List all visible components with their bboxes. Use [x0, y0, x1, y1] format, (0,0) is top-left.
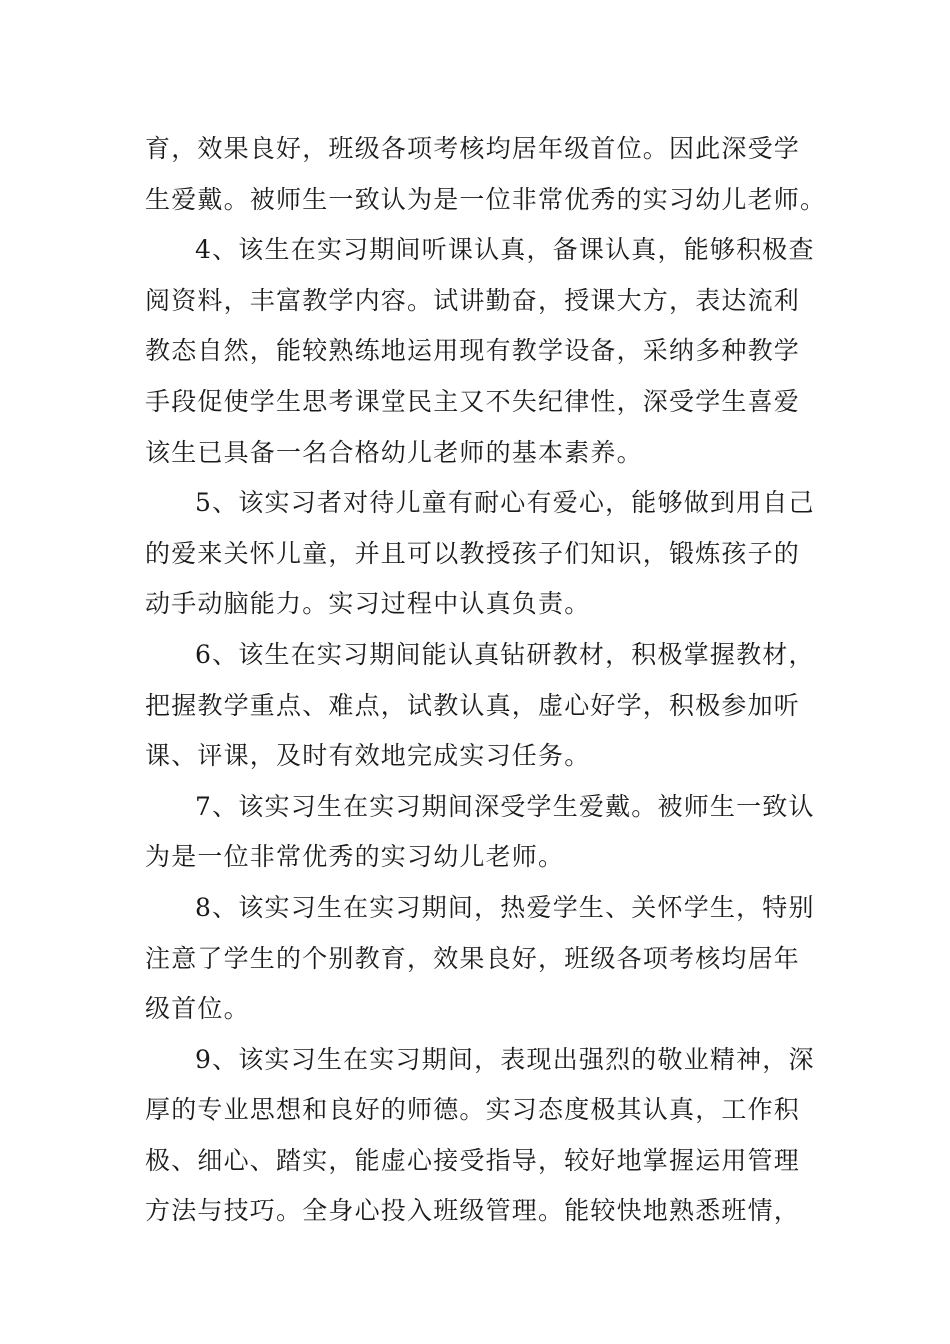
paragraph-line: 动手动脑能力。实习过程中认真负责。 [145, 589, 591, 619]
paragraph-line: 育，效果良好，班级各项考核均居年级首位。因此深受学 [145, 134, 801, 163]
paragraph-item-8 [145, 883, 815, 1035]
paragraph-continuation [145, 124, 827, 225]
paragraph-line: 极、细心、踏实，能虚心接受指导，较好地掌握运用管理 [145, 1145, 801, 1175]
paragraph-line: 注意了学生的个别教育，效果良好，班级各项考核均居年 [145, 943, 801, 973]
paragraph-line: 为是一位非常优秀的实习幼儿老师。 [145, 842, 565, 872]
paragraph-line: 7、该实习生在实习期间深受学生爱戴。被师生一致认 [195, 791, 815, 821]
paragraph-line: 厚的专业思想和良好的师德。实习态度极其认真，工作积 [145, 1095, 801, 1125]
paragraph-item-9 [145, 1035, 815, 1237]
document-body [145, 124, 827, 1237]
paragraph-line: 教态自然，能较熟练地运用现有教学设备，采纳多种教学 [145, 336, 801, 366]
paragraph-line: 把握教学重点、难点，试教认真，虚心好学，积极参加听 [145, 690, 801, 720]
paragraph-line: 9、该实习生在实习期间，表现出强烈的敬业精神，深 [195, 1044, 815, 1074]
paragraph-line: 4、该生在实习期间听课认真，备课认真，能够积极查 [195, 235, 815, 265]
paragraph-line: 6、该生在实习期间能认真钻研教材，积极掌握教材， [195, 639, 815, 669]
paragraph-item-4 [145, 225, 815, 478]
paragraph-item-5 [145, 478, 815, 630]
paragraph-line: 阅资料，丰富教学内容。试讲勤奋，授课大方，表达流利 [145, 285, 801, 315]
paragraph-line: 该生已具备一名合格幼儿老师的基本素养。 [145, 437, 643, 467]
paragraph-line: 课、评课，及时有效地完成实习任务。 [145, 741, 591, 771]
paragraph-item-6 [145, 630, 815, 782]
paragraph-item-7 [145, 782, 815, 883]
paragraph-line: 的爱来关怀儿童，并且可以教授孩子们知识，锻炼孩子的 [145, 538, 801, 568]
paragraph-line: 生爱戴。被师生一致认为是一位非常优秀的实习幼儿老师。 [145, 184, 827, 214]
paragraph-line: 级首位。 [145, 994, 250, 1024]
paragraph-line: 8、该实习生在实习期间，热爱学生、关怀学生，特别 [195, 892, 815, 922]
paragraph-line: 方法与技巧。全身心投入班级管理。能较快地熟悉班情， [145, 1196, 801, 1226]
paragraph-line: 5、该实习者对待儿童有耐心有爱心，能够做到用自己 [195, 488, 815, 518]
paragraph-line: 手段促使学生思考课堂民主又不失纪律性，深受学生喜爱 [145, 386, 801, 416]
